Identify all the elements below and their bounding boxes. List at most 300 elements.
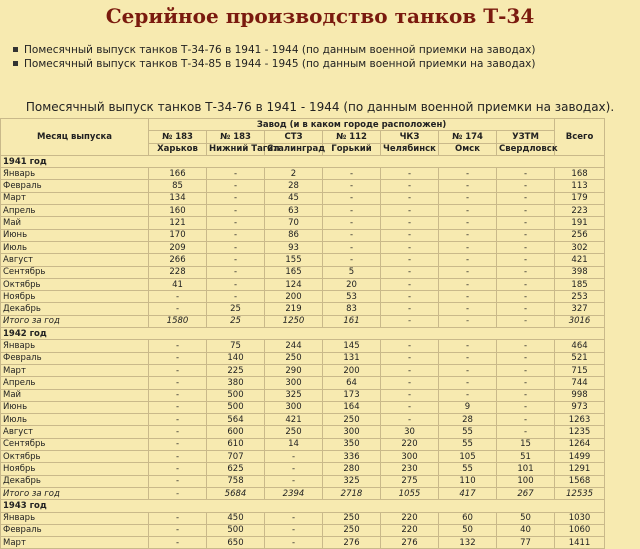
value-cell: 650 <box>207 537 265 549</box>
value-cell: 380 <box>207 377 265 389</box>
value-cell: 14 <box>265 438 323 450</box>
value-cell: 55 <box>439 426 497 438</box>
year-total-row <box>1 315 605 327</box>
value-cell: - <box>497 278 555 290</box>
value-cell: 228 <box>149 266 207 278</box>
value-cell: - <box>381 414 439 426</box>
value-cell: 30 <box>381 426 439 438</box>
month-cell: Январь <box>1 168 149 180</box>
value-cell: - <box>439 377 497 389</box>
total-cell: 113 <box>555 180 605 192</box>
table-row <box>1 414 605 426</box>
value-cell: - <box>207 291 265 303</box>
year-label: 1941 год <box>1 155 605 167</box>
value-cell: - <box>149 377 207 389</box>
value-cell: 250 <box>265 426 323 438</box>
value-cell: - <box>439 205 497 217</box>
link-t34-76[interactable]: Помесячный выпуск танков Т-34-76 в 1941 - 1944 (по данным военной приемки на заводах) <box>24 44 536 56</box>
total-cell: 1568 <box>555 475 605 487</box>
value-cell: - <box>265 537 323 549</box>
value-cell: 15 <box>497 438 555 450</box>
plant-number-header: СТЗ <box>265 131 323 143</box>
value-cell: 50 <box>497 512 555 524</box>
value-cell: - <box>439 241 497 253</box>
value-cell: - <box>265 475 323 487</box>
list-item[interactable] <box>13 57 535 71</box>
value-cell: - <box>381 364 439 376</box>
total-cell: 1499 <box>555 451 605 463</box>
month-cell: Апрель <box>1 377 149 389</box>
value-cell: - <box>439 168 497 180</box>
list-item[interactable] <box>13 43 535 57</box>
total-cell: 327 <box>555 303 605 315</box>
plant-city-header: Харьков <box>149 143 207 155</box>
value-cell: - <box>381 192 439 204</box>
total-cell: 191 <box>555 217 605 229</box>
year-row <box>1 328 605 340</box>
table-row <box>1 463 605 475</box>
value-cell: - <box>381 266 439 278</box>
plant-group-header: Завод (и в каком городе расположен) <box>149 119 555 131</box>
value-cell: 63 <box>265 205 323 217</box>
value-cell: 707 <box>207 451 265 463</box>
total-cell: 3016 <box>555 315 605 327</box>
value-cell: - <box>381 401 439 413</box>
value-cell: 77 <box>497 537 555 549</box>
value-cell: - <box>207 205 265 217</box>
value-cell: - <box>439 303 497 315</box>
month-cell: Апрель <box>1 205 149 217</box>
value-cell: - <box>439 278 497 290</box>
value-cell: 300 <box>323 426 381 438</box>
table-body <box>1 155 605 549</box>
month-cell: Декабрь <box>1 475 149 487</box>
value-cell: 2 <box>265 168 323 180</box>
value-cell: - <box>149 475 207 487</box>
value-cell: - <box>207 278 265 290</box>
value-cell: - <box>497 192 555 204</box>
table-row <box>1 438 605 450</box>
total-cell: 253 <box>555 291 605 303</box>
value-cell: - <box>497 364 555 376</box>
month-cell: Май <box>1 389 149 401</box>
value-cell: 83 <box>323 303 381 315</box>
value-cell: 50 <box>439 524 497 536</box>
value-cell: - <box>497 168 555 180</box>
value-cell: - <box>323 241 381 253</box>
table-row <box>1 364 605 376</box>
value-cell: - <box>207 217 265 229</box>
value-cell: 170 <box>149 229 207 241</box>
value-cell: - <box>323 168 381 180</box>
value-cell: 160 <box>149 205 207 217</box>
value-cell: - <box>497 205 555 217</box>
table-row <box>1 254 605 266</box>
value-cell: - <box>439 180 497 192</box>
value-cell: 564 <box>207 414 265 426</box>
value-cell: - <box>149 487 207 499</box>
value-cell: 325 <box>265 389 323 401</box>
month-cell: Декабрь <box>1 303 149 315</box>
value-cell: 145 <box>323 340 381 352</box>
value-cell: - <box>265 451 323 463</box>
value-cell: - <box>497 352 555 364</box>
value-cell: 1250 <box>265 315 323 327</box>
month-cell: Февраль <box>1 524 149 536</box>
year-label: 1943 год <box>1 500 605 512</box>
total-cell: 1030 <box>555 512 605 524</box>
value-cell: 225 <box>207 364 265 376</box>
value-cell: 220 <box>381 512 439 524</box>
bullet-icon <box>13 61 18 66</box>
table-row <box>1 241 605 253</box>
value-cell: - <box>497 241 555 253</box>
year-row <box>1 500 605 512</box>
plant-city-header: Нижний Тагил <box>207 143 265 155</box>
value-cell: 200 <box>265 291 323 303</box>
month-cell: Ноябрь <box>1 463 149 475</box>
table-row <box>1 278 605 290</box>
value-cell: - <box>381 315 439 327</box>
value-cell: 244 <box>265 340 323 352</box>
table-row <box>1 537 605 549</box>
value-cell: - <box>149 438 207 450</box>
total-cell: 715 <box>555 364 605 376</box>
value-cell: 276 <box>381 537 439 549</box>
total-cell: 223 <box>555 205 605 217</box>
value-cell: - <box>149 340 207 352</box>
value-cell: - <box>497 414 555 426</box>
year-row <box>1 155 605 167</box>
value-cell: - <box>149 451 207 463</box>
value-cell: - <box>381 303 439 315</box>
value-cell: - <box>149 537 207 549</box>
value-cell: - <box>207 254 265 266</box>
value-cell: 140 <box>207 352 265 364</box>
link-t34-85[interactable]: Помесячный выпуск танков Т-34-85 в 1944 - 1945 (по данным военной приемки на заводах) <box>24 58 536 70</box>
table-row <box>1 524 605 536</box>
value-cell: - <box>381 389 439 401</box>
value-cell: - <box>323 217 381 229</box>
value-cell: - <box>381 180 439 192</box>
value-cell: 53 <box>323 291 381 303</box>
value-cell: - <box>439 364 497 376</box>
value-cell: 230 <box>381 463 439 475</box>
value-cell: - <box>497 254 555 266</box>
total-cell: 256 <box>555 229 605 241</box>
bullet-icon <box>13 47 18 52</box>
value-cell: - <box>149 524 207 536</box>
value-cell: - <box>381 254 439 266</box>
value-cell: 5684 <box>207 487 265 499</box>
value-cell: 325 <box>323 475 381 487</box>
total-cell: 521 <box>555 352 605 364</box>
value-cell: 250 <box>323 524 381 536</box>
value-cell: 132 <box>439 537 497 549</box>
table-row <box>1 512 605 524</box>
value-cell: 164 <box>323 401 381 413</box>
value-cell: - <box>497 229 555 241</box>
value-cell: 75 <box>207 340 265 352</box>
value-cell: 55 <box>439 438 497 450</box>
value-cell: - <box>439 352 497 364</box>
month-cell: Февраль <box>1 352 149 364</box>
table-row <box>1 389 605 401</box>
value-cell: - <box>265 512 323 524</box>
table-row <box>1 217 605 229</box>
month-cell: Август <box>1 426 149 438</box>
total-cell: 973 <box>555 401 605 413</box>
value-cell: 41 <box>149 278 207 290</box>
total-cell: 998 <box>555 389 605 401</box>
value-cell: 450 <box>207 512 265 524</box>
value-cell: 250 <box>323 512 381 524</box>
value-cell: 121 <box>149 217 207 229</box>
value-cell: - <box>439 192 497 204</box>
plant-number-header: № 174 <box>439 131 497 143</box>
value-cell: - <box>323 205 381 217</box>
total-cell: 1060 <box>555 524 605 536</box>
month-cell: Июль <box>1 241 149 253</box>
value-cell: - <box>207 168 265 180</box>
value-cell: - <box>497 401 555 413</box>
links-list <box>13 43 535 71</box>
table-row <box>1 168 605 180</box>
value-cell: - <box>497 426 555 438</box>
value-cell: - <box>265 463 323 475</box>
value-cell: 209 <box>149 241 207 253</box>
total-cell: 12535 <box>555 487 605 499</box>
total-cell: 744 <box>555 377 605 389</box>
value-cell: - <box>439 340 497 352</box>
value-cell: - <box>149 512 207 524</box>
plant-city-header: Сталинград <box>265 143 323 155</box>
value-cell: - <box>207 192 265 204</box>
month-cell: Июнь <box>1 401 149 413</box>
value-cell: - <box>439 229 497 241</box>
value-cell: - <box>323 192 381 204</box>
value-cell: - <box>381 291 439 303</box>
value-cell: 86 <box>265 229 323 241</box>
value-cell: - <box>381 377 439 389</box>
value-cell: 101 <box>497 463 555 475</box>
value-cell: - <box>381 241 439 253</box>
value-cell: 280 <box>323 463 381 475</box>
month-cell: Сентябрь <box>1 266 149 278</box>
value-cell: 85 <box>149 180 207 192</box>
value-cell: 625 <box>207 463 265 475</box>
value-cell: - <box>497 377 555 389</box>
value-cell: - <box>207 241 265 253</box>
value-cell: 60 <box>439 512 497 524</box>
value-cell: 2394 <box>265 487 323 499</box>
month-cell: Октябрь <box>1 278 149 290</box>
plant-number-header: № 183 <box>149 131 207 143</box>
value-cell: 9 <box>439 401 497 413</box>
value-cell: 500 <box>207 389 265 401</box>
month-cell: Октябрь <box>1 451 149 463</box>
month-header: Месяц выпуска <box>1 119 149 156</box>
month-cell: Сентябрь <box>1 438 149 450</box>
total-cell: 1411 <box>555 537 605 549</box>
value-cell: 100 <box>497 475 555 487</box>
value-cell: - <box>323 180 381 192</box>
value-cell: - <box>439 315 497 327</box>
value-cell: 105 <box>439 451 497 463</box>
value-cell: 350 <box>323 438 381 450</box>
total-cell: 302 <box>555 241 605 253</box>
value-cell: - <box>149 364 207 376</box>
table-row <box>1 401 605 413</box>
value-cell: 300 <box>381 451 439 463</box>
value-cell: 110 <box>439 475 497 487</box>
value-cell: 28 <box>439 414 497 426</box>
value-cell: 250 <box>265 352 323 364</box>
month-cell: Февраль <box>1 180 149 192</box>
value-cell: 300 <box>265 377 323 389</box>
value-cell: - <box>497 291 555 303</box>
table-row <box>1 475 605 487</box>
value-cell: 131 <box>323 352 381 364</box>
value-cell: 610 <box>207 438 265 450</box>
table-row <box>1 266 605 278</box>
plant-city-header: Свердловск <box>497 143 555 155</box>
plant-city-header: Горький <box>323 143 381 155</box>
table-caption: Помесячный выпуск танков Т-34-76 в 1941 - 1944 (по данным военной приемки на заводах). <box>25 100 615 114</box>
value-cell: - <box>497 340 555 352</box>
value-cell: 55 <box>439 463 497 475</box>
value-cell: 266 <box>149 254 207 266</box>
value-cell: 134 <box>149 192 207 204</box>
value-cell: - <box>381 229 439 241</box>
plant-number-header: № 183 <box>207 131 265 143</box>
value-cell: 758 <box>207 475 265 487</box>
value-cell: - <box>497 217 555 229</box>
value-cell: - <box>149 414 207 426</box>
month-cell: Март <box>1 364 149 376</box>
table-row <box>1 291 605 303</box>
value-cell: - <box>439 389 497 401</box>
value-cell: 25 <box>207 303 265 315</box>
value-cell: 40 <box>497 524 555 536</box>
value-cell: - <box>207 266 265 278</box>
value-cell: - <box>207 229 265 241</box>
plant-number-header: ЧКЗ <box>381 131 439 143</box>
table-row <box>1 205 605 217</box>
month-cell: Январь <box>1 512 149 524</box>
total-cell: 398 <box>555 266 605 278</box>
value-cell: 155 <box>265 254 323 266</box>
value-cell: 275 <box>381 475 439 487</box>
value-cell: - <box>149 426 207 438</box>
month-cell: Март <box>1 192 149 204</box>
value-cell: 276 <box>323 537 381 549</box>
value-cell: 70 <box>265 217 323 229</box>
plant-city-header: Омск <box>439 143 497 155</box>
value-cell: 220 <box>381 438 439 450</box>
value-cell: 173 <box>323 389 381 401</box>
value-cell: 124 <box>265 278 323 290</box>
table-row <box>1 192 605 204</box>
month-cell: Июнь <box>1 229 149 241</box>
month-cell: Ноябрь <box>1 291 149 303</box>
value-cell: 250 <box>323 414 381 426</box>
value-cell: - <box>381 205 439 217</box>
value-cell: 51 <box>497 451 555 463</box>
value-cell: 220 <box>381 524 439 536</box>
month-cell: Июль <box>1 414 149 426</box>
value-cell: - <box>381 340 439 352</box>
value-cell: 300 <box>265 401 323 413</box>
page-title: Серийное производство танков Т-34 <box>105 4 535 28</box>
value-cell: - <box>149 401 207 413</box>
total-cell: 464 <box>555 340 605 352</box>
production-table <box>0 118 605 549</box>
value-cell: 200 <box>323 364 381 376</box>
value-cell: - <box>497 303 555 315</box>
value-cell: 500 <box>207 524 265 536</box>
value-cell: 93 <box>265 241 323 253</box>
total-cell: 185 <box>555 278 605 290</box>
value-cell: 5 <box>323 266 381 278</box>
month-cell: Март <box>1 537 149 549</box>
value-cell: 600 <box>207 426 265 438</box>
value-cell: 219 <box>265 303 323 315</box>
table-row <box>1 180 605 192</box>
value-cell: - <box>497 389 555 401</box>
value-cell: - <box>265 524 323 536</box>
table-row <box>1 303 605 315</box>
value-cell: - <box>149 352 207 364</box>
value-cell: 45 <box>265 192 323 204</box>
value-cell: - <box>149 389 207 401</box>
plant-city-header: Челябинск <box>381 143 439 155</box>
value-cell: - <box>149 463 207 475</box>
value-cell: - <box>497 180 555 192</box>
table-row <box>1 451 605 463</box>
value-cell: - <box>323 229 381 241</box>
table-row <box>1 426 605 438</box>
table-row <box>1 377 605 389</box>
value-cell: 417 <box>439 487 497 499</box>
month-cell: Итого за год <box>1 315 149 327</box>
table-row <box>1 229 605 241</box>
month-cell: Январь <box>1 340 149 352</box>
value-cell: 165 <box>265 266 323 278</box>
value-cell: 336 <box>323 451 381 463</box>
total-cell: 1235 <box>555 426 605 438</box>
value-cell: - <box>439 254 497 266</box>
value-cell: - <box>497 266 555 278</box>
value-cell: 166 <box>149 168 207 180</box>
value-cell: - <box>207 180 265 192</box>
table-row <box>1 352 605 364</box>
total-cell: 421 <box>555 254 605 266</box>
value-cell: 25 <box>207 315 265 327</box>
year-total-row <box>1 487 605 499</box>
total-cell: 1263 <box>555 414 605 426</box>
value-cell: - <box>381 217 439 229</box>
value-cell: - <box>381 168 439 180</box>
value-cell: 28 <box>265 180 323 192</box>
value-cell: 290 <box>265 364 323 376</box>
value-cell: 500 <box>207 401 265 413</box>
value-cell: - <box>149 291 207 303</box>
value-cell: - <box>381 352 439 364</box>
table-row <box>1 340 605 352</box>
value-cell: - <box>323 254 381 266</box>
value-cell: 1580 <box>149 315 207 327</box>
